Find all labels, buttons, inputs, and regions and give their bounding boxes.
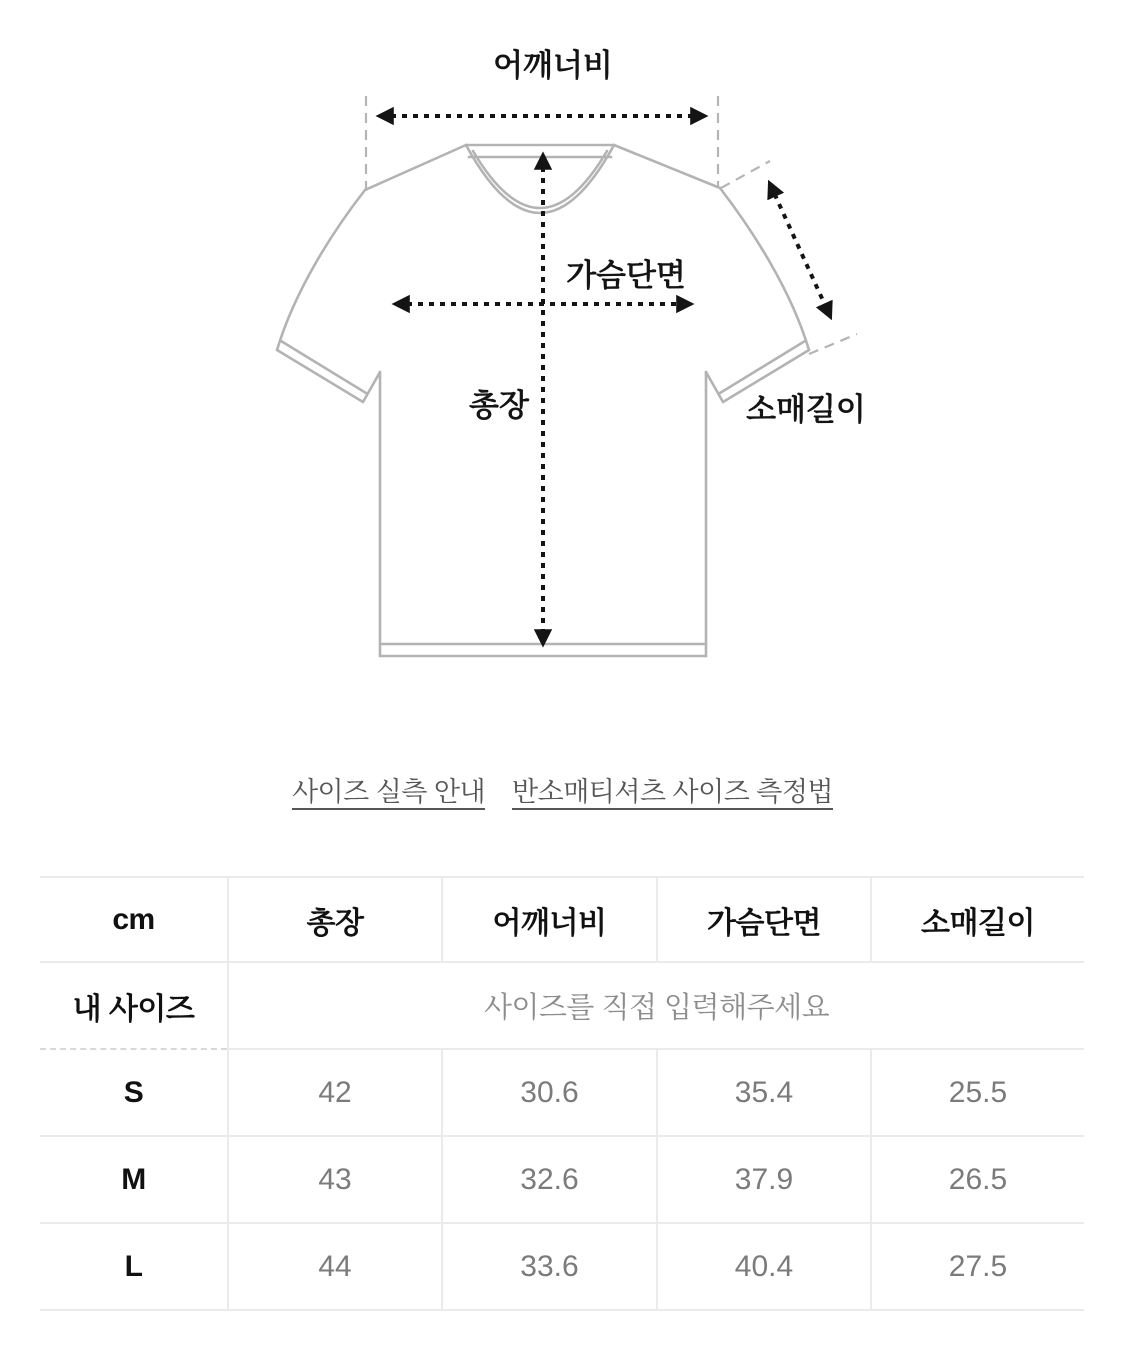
shoulder-width-label: 어깨너비: [493, 48, 613, 83]
size-row-m: [40, 1137, 1084, 1224]
my-size-input-cell[interactable]: 사이즈를 직접 입력해주세요: [227, 963, 1084, 1050]
col-header-sleeve-length: 소매길이: [870, 876, 1084, 963]
col-header-total-length: 총장: [227, 876, 441, 963]
size-label-cell: M: [40, 1137, 227, 1224]
sleeve-length-arrow: [770, 184, 830, 316]
size-label-cell: S: [40, 1050, 227, 1137]
value-cell: 33.6: [441, 1224, 656, 1311]
size-guide-links: [0, 770, 1125, 809]
value-cell: 40.4: [656, 1224, 870, 1311]
size-row-s: [40, 1050, 1084, 1137]
size-table: [40, 876, 1084, 1311]
size-table-header-row: [40, 876, 1084, 963]
size-diagram: [253, 28, 873, 713]
guide-lines: [366, 96, 857, 354]
size-measure-guide-link[interactable]: 사이즈 실측 안내: [291, 777, 486, 807]
value-cell: 44: [227, 1224, 441, 1311]
value-cell: 35.4: [656, 1050, 870, 1137]
total-length-label: 총장: [469, 388, 529, 423]
size-label-cell: L: [40, 1224, 227, 1311]
value-cell: 42: [227, 1050, 441, 1137]
value-cell: 25.5: [870, 1050, 1084, 1137]
sleeve-length-label: 소매길이: [746, 392, 866, 427]
chest-width-label: 가슴단면: [566, 258, 686, 293]
value-cell: 27.5: [870, 1224, 1084, 1311]
value-cell: 37.9: [656, 1137, 870, 1224]
my-size-label-cell: 내 사이즈: [40, 963, 227, 1050]
my-size-row: [40, 963, 1084, 1050]
size-row-l: [40, 1224, 1084, 1311]
value-cell: 26.5: [870, 1137, 1084, 1224]
col-header-shoulder-width: 어깨너비: [441, 876, 656, 963]
tshirt-measure-illustration: [253, 28, 873, 713]
value-cell: 32.6: [441, 1137, 656, 1224]
value-cell: 43: [227, 1137, 441, 1224]
size-table-section: [40, 876, 1085, 1311]
value-cell: 30.6: [441, 1050, 656, 1137]
col-header-chest-width: 가슴단면: [656, 876, 870, 963]
measure-method-link[interactable]: 반소매티셔츠 사이즈 측정법: [512, 777, 834, 807]
unit-header-cell: cm: [40, 876, 227, 963]
